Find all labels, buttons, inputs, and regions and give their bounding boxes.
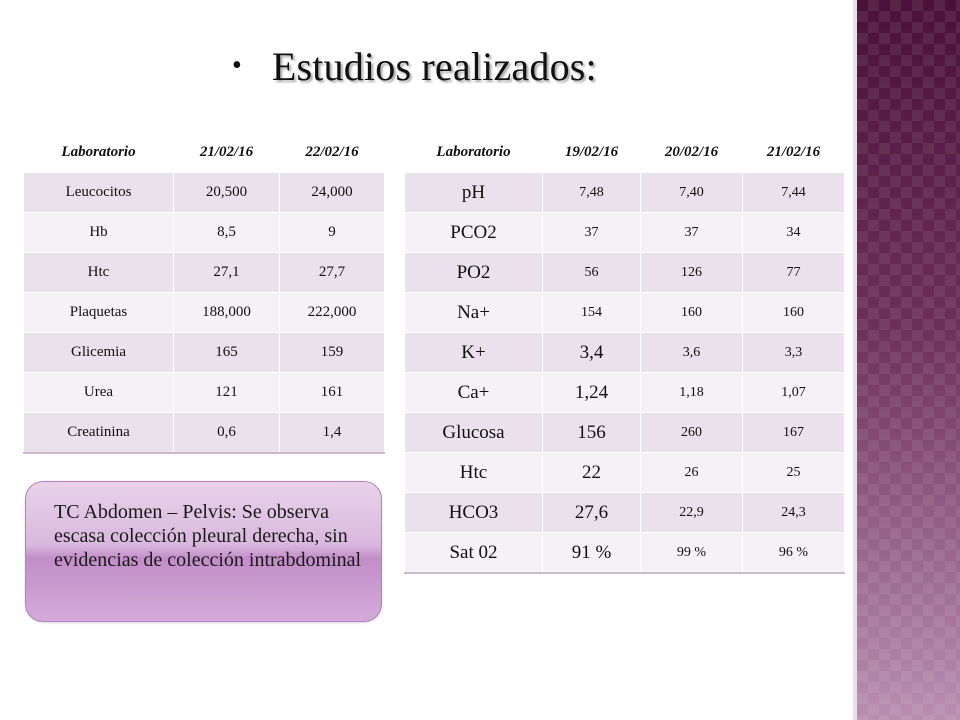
table-cell: 20,500 — [174, 173, 280, 213]
column-header: 21/02/16 — [174, 133, 280, 173]
column-header: 20/02/16 — [641, 133, 743, 173]
table-cell: 37 — [543, 213, 641, 253]
table-cell: 121 — [174, 373, 280, 413]
table-cell: 26 — [641, 453, 743, 493]
table-cell: 160 — [743, 293, 845, 333]
column-header: Laboratorio — [405, 133, 543, 173]
title-row — [232, 36, 597, 96]
table-cell: 260 — [641, 413, 743, 453]
table-cell: 56 — [543, 253, 641, 293]
table-cell: 27,6 — [543, 493, 641, 533]
table-cell: 99 % — [641, 533, 743, 574]
table-cell: 25 — [743, 453, 845, 493]
table-row — [405, 413, 845, 453]
table-row — [24, 213, 385, 253]
table-row — [24, 333, 385, 373]
table-cell: 22 — [543, 453, 641, 493]
table-cell: 27,1 — [174, 253, 280, 293]
table-row — [24, 413, 385, 454]
table-cell: PCO2 — [405, 213, 543, 253]
table-cell: K+ — [405, 333, 543, 373]
table-cell: 3,6 — [641, 333, 743, 373]
table-row — [405, 213, 845, 253]
table-row — [24, 293, 385, 333]
table-row — [405, 173, 845, 213]
table-row — [405, 373, 845, 413]
lab-table-right — [404, 132, 845, 574]
table-row — [405, 253, 845, 293]
table-cell: 34 — [743, 213, 845, 253]
table-cell: Ca+ — [405, 373, 543, 413]
table-cell: Hb — [24, 213, 174, 253]
table-cell: Creatinina — [24, 413, 174, 454]
table-cell: 96 % — [743, 533, 845, 574]
slide-title: Estudios realizados: — [271, 43, 597, 89]
column-header: 21/02/16 — [743, 133, 845, 173]
column-header: Laboratorio — [24, 133, 174, 173]
table-cell: 7,44 — [743, 173, 845, 213]
table-cell: 222,000 — [280, 293, 385, 333]
table-cell: 156 — [543, 413, 641, 453]
table-cell: 160 — [641, 293, 743, 333]
table-cell: 154 — [543, 293, 641, 333]
table-cell: Leucocitos — [24, 173, 174, 213]
table-header-row — [24, 133, 385, 173]
table-cell: Htc — [24, 253, 174, 293]
table-cell: 1,18 — [641, 373, 743, 413]
table-row — [405, 293, 845, 333]
table-cell: 3,4 — [543, 333, 641, 373]
table-cell: 8,5 — [174, 213, 280, 253]
table-row — [405, 533, 845, 574]
table-cell: 165 — [174, 333, 280, 373]
table-cell: 91 % — [543, 533, 641, 574]
table-cell: 27,7 — [280, 253, 385, 293]
lab-table-left — [23, 132, 385, 454]
table-row — [24, 373, 385, 413]
table-cell: 7,40 — [641, 173, 743, 213]
table-cell: 24,000 — [280, 173, 385, 213]
ct-findings-text: TC Abdomen – Pelvis: Se observa escasa colección pleural derecha, sin evidencias de colección intrabdominal — [54, 501, 362, 571]
table-cell: 37 — [641, 213, 743, 253]
table-cell: Na+ — [405, 293, 543, 333]
table-cell: 1,4 — [280, 413, 385, 454]
table-cell: 3,3 — [743, 333, 845, 373]
table-cell: 1,07 — [743, 373, 845, 413]
table-cell: Glucosa — [405, 413, 543, 453]
table-cell: Plaquetas — [24, 293, 174, 333]
table-cell: Urea — [24, 373, 174, 413]
column-header: 19/02/16 — [543, 133, 641, 173]
table-cell: 159 — [280, 333, 385, 373]
decorative-side-bar — [857, 0, 960, 720]
table-row — [405, 493, 845, 533]
table-cell: Sat 02 — [405, 533, 543, 574]
table-cell: 1,24 — [543, 373, 641, 413]
table-row — [405, 453, 845, 493]
table-cell: 0,6 — [174, 413, 280, 454]
table-cell: 7,48 — [543, 173, 641, 213]
table-cell: HCO3 — [405, 493, 543, 533]
table-cell: 126 — [641, 253, 743, 293]
bullet-icon: • — [232, 50, 242, 81]
ct-findings-callout — [25, 481, 382, 622]
table-row — [24, 173, 385, 213]
table-cell: 24,3 — [743, 493, 845, 533]
table-header-row — [405, 133, 845, 173]
table-cell: PO2 — [405, 253, 543, 293]
table-cell: 22,9 — [641, 493, 743, 533]
table-cell: pH — [405, 173, 543, 213]
table-cell: Glicemia — [24, 333, 174, 373]
table-cell: Htc — [405, 453, 543, 493]
table-cell: 9 — [280, 213, 385, 253]
column-header: 22/02/16 — [280, 133, 385, 173]
table-row — [405, 333, 845, 373]
table-cell: 167 — [743, 413, 845, 453]
table-cell: 188,000 — [174, 293, 280, 333]
table-cell: 161 — [280, 373, 385, 413]
table-cell: 77 — [743, 253, 845, 293]
table-row — [24, 253, 385, 293]
